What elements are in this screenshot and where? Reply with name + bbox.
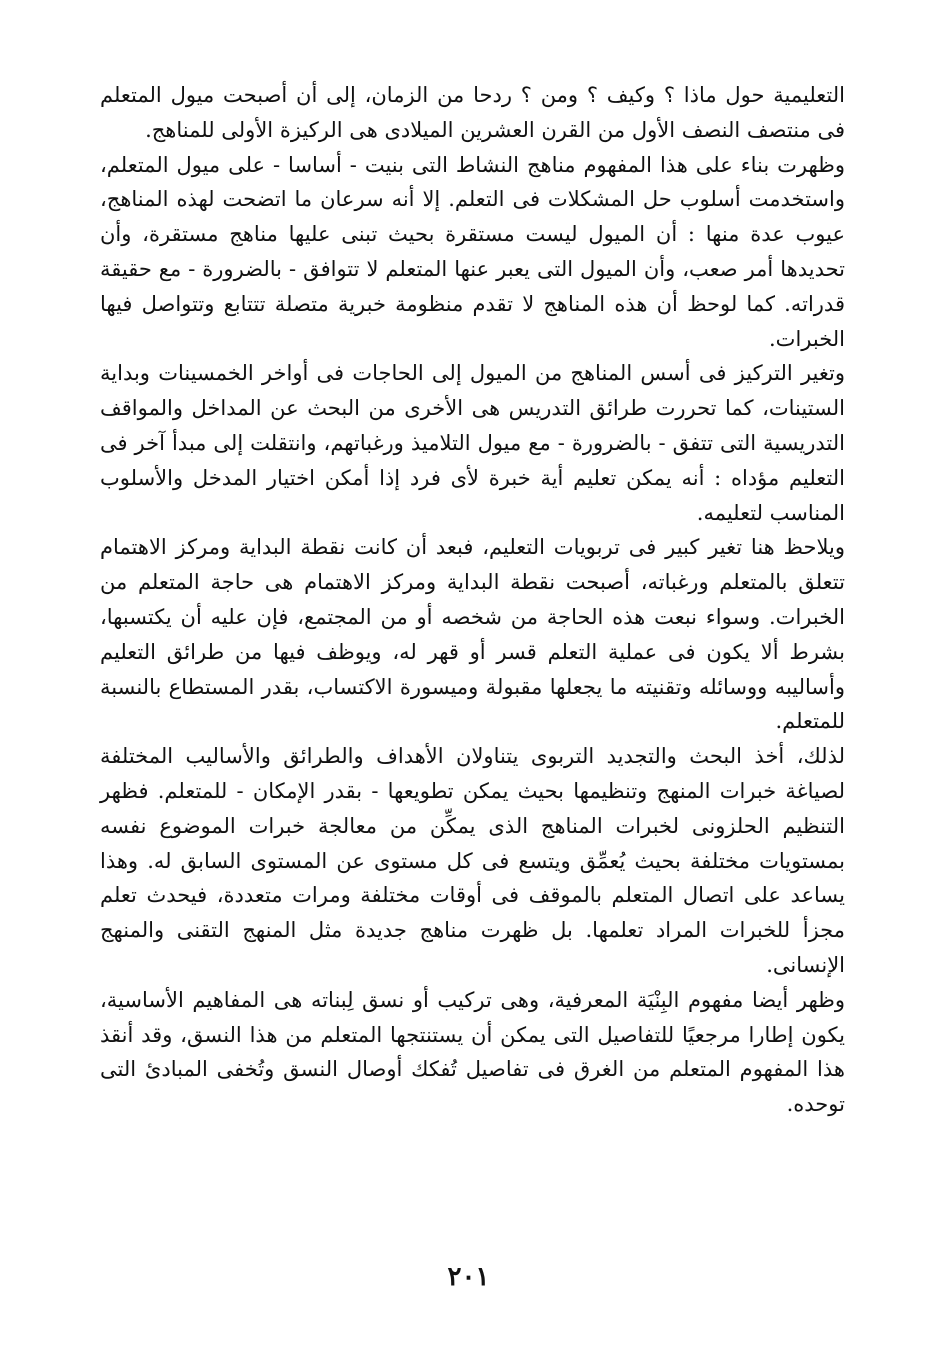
paragraph-4: ويلاحظ هنا تغير كبير فى تربويات التعليم، فبعد أن كانت نقطة البداية ومركز الاهتمام تتعلق بالمتعلم ورغباته، أصبحت نقطة البداية ومركز الاهتمام هى حاجة المتعلم من الخبرات. وسواء نبعت هذه الحاجة من شخصه أو من المجتمع، فإن عليه أن يكتسبها، بشرط ألا يكون فى عملية التعلم قسر أو قهر له، ويوظف فيها من طرائق التعليم وأساليبه ووسائله وتقنيته ما يجعلها مقبولة وميسورة الاكتساب، بقدر المستطاع بالنسبة للمتعلم.: [100, 535, 845, 734]
paragraph-3: وتغير التركيز فى أسس المناهج من الميول إلى الحاجات فى أواخر الخمسينات وبداية الستينات، كما تحررت طرائق التدريس هى الأخرى من البحث عن المداخل والمواقف التدريسية التى تتفق - بالضرورة - مع ميول التلاميذ ورغباتهم، وانتقلت إلى مبدأ آخر فى التعليم مؤداه : أنه يمكن تعليم أية خبرة لأى فرد إذا أمكن اختيار المدخل والأسلوب المناسب لتعليمه.: [100, 361, 846, 525]
paragraph-6: وظهر أيضا مفهوم البِنْيَة المعرفية، وهى تركيب أو نسق لِبناته هى المفاهيم الأساسية، يكون إطارا مرجعيًا للتفاصيل التى يمكن أن يستنتجها المتعلم من هذا النسق، وقد أنقذ هذا المفهوم المتعلم من الغرق فى تفاصيل تُفكك أوصال النسق وتُخفى المبادئ التى توحده.: [100, 987, 845, 1117]
paragraph-5: لذلك، أخذ البحث والتجديد التربوى يتناولان الأهداف والطرائق والأساليب المختلفة لصياغة خبرات المنهج وتنظيمها بحيث يمكن تطويعها - بقدر الإمكان - للمتعلم. فظهر التنظيم الحلزونى لخبرات المناهج الذى يمكِّن من معالجة خبرات الموضوع نفسه بمستويات مختلفة بحيث يُعمِّق ويتسع فى كل مستوى عن المستوى السابق له. وهذا يساعد على اتصال المتعلم بالموقف فى أوقات مختلفة ومرات متعددة، فيحدث تعلم مجزأ للخبرات المراد تعلمها. بل ظهرت مناهج جديدة مثل المنهج التقنى والمنهج الإنسانى.: [100, 744, 845, 977]
paragraph-1: التعليمية حول ماذا ؟ وكيف ؟ ومن ؟ ردحا من الزمان، إلى أن أصبحت ميول المتعلم فى منتصف النصف الأول من القرن العشرين الميلادى هى الركيزة الأولى للمناهج.: [100, 83, 845, 142]
body-text: [100, 78, 845, 1122]
paragraph-2: وظهرت بناء على هذا المفهوم مناهج النشاط التى بنيت - أساسا - على ميول المتعلم، واستخدمت أسلوب حل المشكلات فى التعلم. إلا أنه سرعان ما اتضحت لهذه المناهج، عيوب عدة منها : أن الميول ليست مستقرة بحيث تبنى عليها مناهج مستقرة، وأن تحديدها أمر صعب، وأن الميول التى يعبر عنها المتعلم لا تتوافق - بالضرورة - مع حقيقة قدراته. كما لوحظ أن هذه المناهج لا تقدم منظومة خبرية متصلة تتتابع وتتواصل فيها الخبرات.: [100, 152, 845, 351]
page-number: ٢٠١: [447, 1262, 490, 1292]
